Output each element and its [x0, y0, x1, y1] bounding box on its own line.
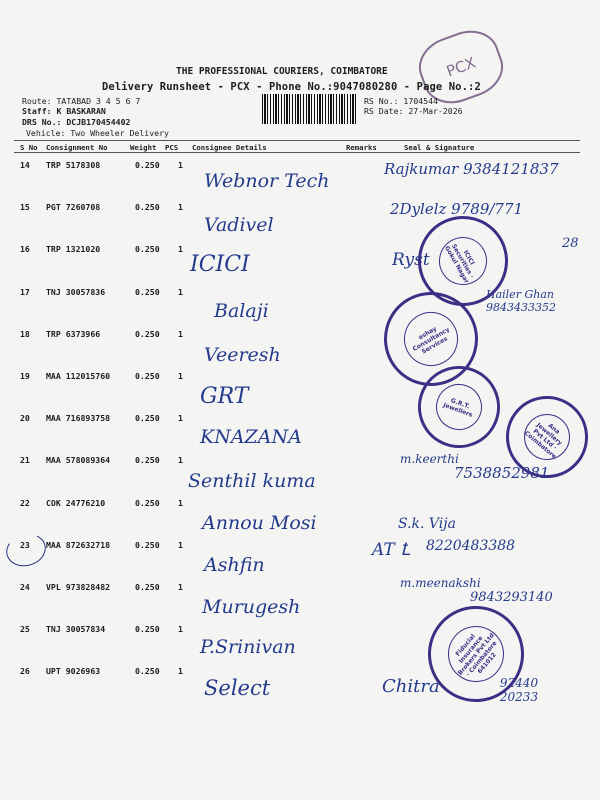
row-consignment: TRP 1321020: [46, 244, 101, 255]
row-pcs: 1: [178, 666, 183, 677]
signature-22: S.k. Vija: [398, 516, 456, 532]
row-sno: 19: [20, 371, 30, 381]
row-pcs: 1: [178, 497, 183, 508]
row-weight: 0.250: [135, 582, 160, 592]
row-consignment: MAA 872632718: [46, 539, 111, 550]
row-sno: 22: [20, 497, 30, 508]
row-weight: 0.250: [135, 286, 160, 297]
signature-21-phone: 7538852981: [454, 464, 550, 482]
signature-26-phone: 92440 20233: [499, 676, 539, 704]
consignee-handwriting: Murugesh: [202, 596, 301, 618]
grt-seal: G.R.T. Jewellers: [406, 354, 511, 459]
signature-23-mark: AT Ꝉ: [372, 540, 410, 560]
route-label: Route: TATABAD 3 4 5 6 7: [22, 96, 141, 106]
row-consignment: TNJ 30057836: [46, 286, 106, 297]
row-pcs: 1: [178, 455, 183, 466]
consignee-handwriting: Vadivel: [204, 214, 274, 236]
rs-date: RS Date: 27-Mar-2026: [364, 106, 463, 116]
row-sno: 16: [20, 244, 30, 255]
row-pcs: 1: [178, 413, 183, 424]
signature-15: 2Dylelz 9789/771: [390, 200, 524, 218]
signature-14: Rajkumar 9384121837: [384, 160, 559, 178]
row-sno: 21: [20, 455, 30, 466]
row-weight: 0.250: [135, 497, 160, 508]
consultancy-seal: eshay Consultancy Services: [367, 275, 495, 403]
row-weight: 0.250: [135, 455, 160, 466]
row-consignment: MAA 716893758: [46, 413, 111, 424]
row-pcs: 1: [178, 202, 183, 213]
row-sno: 23: [20, 539, 30, 550]
row-sno: 15: [20, 202, 30, 213]
rs-number: RS No.: 1704544: [364, 96, 438, 106]
row-weight: 0.250: [135, 371, 160, 381]
row-pcs: 1: [178, 328, 183, 339]
row-sno: 26: [20, 666, 30, 677]
row-pcs: 1: [178, 371, 183, 381]
consignee-handwriting: KNAZANA: [200, 426, 302, 448]
signature-24-name: m.meenakshi: [400, 576, 481, 590]
col-remarks: Remarks: [346, 143, 377, 152]
signature-16: Ryst: [392, 250, 430, 270]
table-row: [0, 238, 600, 280]
consignee-handwriting: Webnor Tech: [204, 170, 330, 192]
row-sno: 24: [20, 582, 30, 592]
company-name: THE PROFESSIONAL COURIERS, COIMBATORE: [176, 66, 388, 77]
row-sno: 17: [20, 286, 30, 297]
consignee-handwriting: Senthil kuma: [188, 470, 316, 492]
row-consignment: UPT 9026963: [46, 666, 101, 677]
row-pcs: 1: [178, 582, 183, 592]
consignee-handwriting: Balaji: [214, 300, 269, 322]
consignee-handwriting: Veeresh: [204, 344, 281, 366]
col-consignee: Consignee Details: [192, 143, 267, 152]
row-weight: 0.250: [135, 202, 160, 213]
jewellery-seal: Ana Jewellery Pvt Ltd · Coimbatore: [489, 379, 600, 495]
row-consignment: COK 24776210: [46, 497, 106, 508]
row-sno: 25: [20, 624, 30, 635]
consignee-handwriting: GRT: [200, 384, 249, 409]
consignee-handwriting: Select: [204, 676, 271, 700]
pcx-stamp: PCX: [411, 22, 511, 112]
row-weight: 0.250: [135, 413, 160, 424]
row-weight: 0.250: [135, 244, 160, 255]
row-sno: 20: [20, 413, 30, 424]
row-sno: 18: [20, 328, 30, 339]
col-weight: Weight: [130, 143, 157, 152]
staff-label: Staff: K BASKARAN: [22, 106, 106, 116]
row-consignment: TRP 6373966: [46, 328, 101, 339]
table-row: [0, 365, 600, 407]
row-pcs: 1: [178, 160, 183, 170]
barcode: [262, 94, 358, 124]
row-pcs: 1: [178, 244, 183, 255]
consignee-handwriting: ICICI: [190, 252, 250, 277]
signature-23: 8220483388: [426, 538, 516, 554]
row-consignment: MAA 578089364: [46, 455, 111, 466]
header-divider-bottom: [14, 152, 580, 153]
signature-17: Hailer Ghan 9843433352: [486, 288, 556, 314]
insurance-seal: Fiducial Insurance Brokers Pvt Ltd · Coimbatore 641012: [408, 586, 543, 721]
row-consignment: PGT 7260708: [46, 202, 101, 213]
row-pcs: 1: [178, 286, 183, 297]
row-sno: 14: [20, 160, 30, 170]
row-weight: 0.250: [135, 160, 160, 170]
header-divider: [14, 140, 580, 141]
row-weight: 0.250: [135, 328, 160, 339]
row-consignment: TNJ 30057834: [46, 624, 106, 635]
signature-26: Chitra: [382, 676, 440, 697]
consignee-handwriting: Ashfin: [204, 554, 265, 576]
row-pcs: 1: [178, 539, 183, 550]
icici-seal: ICICI Securities · Gokul Nagar: [402, 200, 525, 323]
signature-21-name: m.keerthi: [400, 452, 459, 466]
runsheet-title: Delivery Runsheet - PCX - Phone No.:9047080280 - Page No.:2: [102, 81, 481, 93]
col-sno: S No: [20, 143, 38, 152]
consignee-handwriting: Annou Mosi: [202, 512, 317, 534]
col-consignment: Consignment No: [46, 143, 108, 152]
row-weight: 0.250: [135, 539, 160, 550]
table-row: [0, 323, 600, 365]
row-consignment: VPL 973828482: [46, 582, 111, 592]
vehicle-label: Vehicle: Two Wheeler Delivery: [26, 128, 169, 138]
row-weight: 0.250: [135, 666, 160, 677]
drs-number: DRS No.: DCJB170454402: [22, 117, 131, 127]
consignee-handwriting: P.Srinivan: [200, 636, 296, 658]
row-pcs: 1: [178, 624, 183, 635]
row-consignment: MAA 112015760: [46, 371, 111, 381]
col-pcs: PCS: [165, 143, 179, 152]
signature-15-extra: 28: [562, 236, 579, 251]
row-weight: 0.250: [135, 624, 160, 635]
col-seal: Seal & Signature: [404, 143, 475, 152]
signature-24-phone: 9843293140: [470, 590, 553, 605]
row-consignment: TRP 5178308: [46, 160, 101, 170]
